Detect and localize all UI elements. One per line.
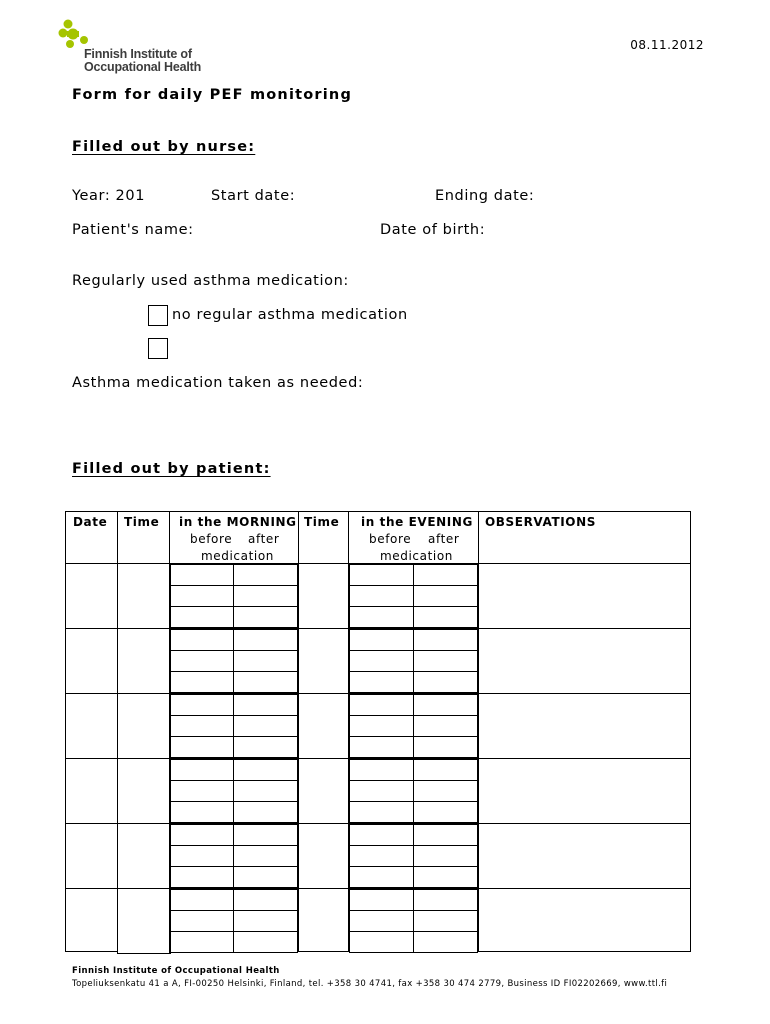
morning-before-field[interactable]	[170, 801, 234, 823]
date-cell[interactable]	[117, 693, 170, 759]
evening-before-field[interactable]	[349, 910, 414, 932]
evening-before-field[interactable]	[349, 824, 414, 846]
morning-before-field[interactable]	[170, 564, 234, 586]
patient-section-title: Filled out by patient:	[72, 461, 271, 477]
evening-before-field[interactable]	[349, 759, 414, 781]
no-regular-medication-checkbox[interactable]	[148, 305, 168, 326]
evening-before-field[interactable]	[349, 564, 414, 586]
evening-after-field[interactable]	[413, 585, 478, 607]
evening-after-field[interactable]	[413, 629, 478, 651]
header-evening-after: after	[428, 532, 460, 546]
evening-after-field[interactable]	[413, 606, 478, 628]
date-of-birth-field-label[interactable]: Date of birth:	[380, 222, 486, 238]
institute-logo	[58, 18, 208, 76]
morning-before-field[interactable]	[170, 866, 234, 888]
date-cell[interactable]	[117, 888, 170, 954]
evening-after-field[interactable]	[413, 824, 478, 846]
morning-after-field[interactable]	[233, 845, 298, 867]
morning-after-field[interactable]	[233, 736, 298, 758]
patient-name-field-label[interactable]: Patient's name:	[72, 222, 194, 238]
evening-after-field[interactable]	[413, 715, 478, 737]
header-time2: Time	[304, 515, 340, 529]
observations-cell[interactable]	[479, 824, 690, 888]
morning-before-field[interactable]	[170, 780, 234, 802]
morning-after-field[interactable]	[233, 780, 298, 802]
morning-before-field[interactable]	[170, 931, 234, 953]
evening-before-field[interactable]	[349, 780, 414, 802]
header-evening: in the EVENING	[361, 515, 473, 529]
evening-after-field[interactable]	[413, 910, 478, 932]
morning-after-field[interactable]	[233, 564, 298, 586]
morning-before-field[interactable]	[170, 889, 234, 911]
observations-cell[interactable]	[479, 629, 690, 693]
morning-before-field[interactable]	[170, 671, 234, 693]
morning-after-field[interactable]	[233, 889, 298, 911]
observations-cell[interactable]	[479, 564, 690, 628]
morning-before-field[interactable]	[170, 910, 234, 932]
morning-before-field[interactable]	[170, 824, 234, 846]
regular-medication-label: Regularly used asthma medication:	[72, 273, 349, 289]
header-observations: OBSERVATIONS	[485, 515, 596, 529]
evening-after-field[interactable]	[413, 736, 478, 758]
header-evening-before: before	[369, 532, 412, 546]
header-morning-medication: medication	[201, 549, 274, 563]
evening-before-field[interactable]	[349, 585, 414, 607]
morning-after-field[interactable]	[233, 931, 298, 953]
evening-after-field[interactable]	[413, 564, 478, 586]
logo-text-line2: Occupational Health	[84, 60, 202, 74]
morning-before-field[interactable]	[170, 606, 234, 628]
year-field-label[interactable]: Year: 201	[72, 188, 146, 204]
evening-after-field[interactable]	[413, 694, 478, 716]
morning-before-field[interactable]	[170, 845, 234, 867]
start-date-field-label[interactable]: Start date:	[211, 188, 296, 204]
morning-after-field[interactable]	[233, 715, 298, 737]
other-medication-checkbox[interactable]	[148, 338, 168, 359]
evening-after-field[interactable]	[413, 889, 478, 911]
evening-after-field[interactable]	[413, 650, 478, 672]
evening-before-field[interactable]	[349, 931, 414, 953]
header-morning-before: before	[190, 532, 233, 546]
evening-before-field[interactable]	[349, 889, 414, 911]
observations-cell[interactable]	[479, 759, 690, 823]
table-border-right	[690, 511, 691, 952]
date-cell[interactable]	[117, 758, 170, 824]
evening-before-field[interactable]	[349, 845, 414, 867]
date-cell[interactable]	[117, 628, 170, 694]
pef-monitoring-table	[65, 511, 691, 952]
morning-after-field[interactable]	[233, 650, 298, 672]
evening-before-field[interactable]	[349, 736, 414, 758]
evening-after-field[interactable]	[413, 671, 478, 693]
logo-text-line1: Finnish Institute of	[84, 47, 192, 61]
evening-before-field[interactable]	[349, 715, 414, 737]
header-date: Date	[73, 515, 108, 529]
morning-before-field[interactable]	[170, 650, 234, 672]
evening-after-field[interactable]	[413, 866, 478, 888]
footer-address: Topeliuksenkatu 41 a A, FI-00250 Helsinki, Finland, tel. +358 30 4741, fax +358 30 474 2779, Business ID FI02202669, www.ttl.fi	[72, 979, 668, 989]
evening-after-field[interactable]	[413, 801, 478, 823]
morning-after-field[interactable]	[233, 694, 298, 716]
evening-before-field[interactable]	[349, 650, 414, 672]
morning-after-field[interactable]	[233, 671, 298, 693]
observations-cell[interactable]	[479, 889, 690, 953]
evening-after-field[interactable]	[413, 780, 478, 802]
header-time: Time	[124, 515, 160, 529]
evening-after-field[interactable]	[413, 931, 478, 953]
table-border-left	[65, 511, 66, 952]
header-evening-medication: medication	[380, 549, 453, 563]
evening-before-field[interactable]	[349, 606, 414, 628]
morning-after-field[interactable]	[233, 606, 298, 628]
evening-before-field[interactable]	[349, 694, 414, 716]
date-cell[interactable]	[117, 563, 170, 629]
evening-after-field[interactable]	[413, 845, 478, 867]
evening-before-field[interactable]	[349, 801, 414, 823]
morning-before-field[interactable]	[170, 736, 234, 758]
morning-after-field[interactable]	[233, 824, 298, 846]
morning-before-field[interactable]	[170, 715, 234, 737]
evening-before-field[interactable]	[349, 629, 414, 651]
morning-after-field[interactable]	[233, 759, 298, 781]
nurse-section-title: Filled out by nurse:	[72, 139, 256, 155]
morning-before-field[interactable]	[170, 629, 234, 651]
table-border-top	[65, 511, 691, 512]
evening-after-field[interactable]	[413, 759, 478, 781]
evening-before-field[interactable]	[349, 866, 414, 888]
date-cell[interactable]	[117, 823, 170, 889]
document-date: 08.11.2012	[630, 38, 704, 52]
morning-after-field[interactable]	[233, 910, 298, 932]
morning-before-field[interactable]	[170, 759, 234, 781]
morning-before-field[interactable]	[170, 694, 234, 716]
col-divider-morning	[298, 511, 299, 952]
footer-organization: Finnish Institute of Occupational Health	[72, 966, 280, 976]
morning-after-field[interactable]	[233, 866, 298, 888]
morning-before-field[interactable]	[170, 585, 234, 607]
observations-cell[interactable]	[479, 694, 690, 758]
morning-after-field[interactable]	[233, 585, 298, 607]
evening-before-field[interactable]	[349, 671, 414, 693]
morning-after-field[interactable]	[233, 629, 298, 651]
no-regular-medication-label: no regular asthma medication	[172, 307, 408, 323]
morning-after-field[interactable]	[233, 801, 298, 823]
ending-date-field-label[interactable]: Ending date:	[435, 188, 535, 204]
form-title: Form for daily PEF monitoring	[72, 87, 353, 103]
header-morning: in the MORNING	[179, 515, 297, 529]
as-needed-medication-label[interactable]: Asthma medication taken as needed:	[72, 375, 364, 391]
header-morning-after: after	[248, 532, 280, 546]
